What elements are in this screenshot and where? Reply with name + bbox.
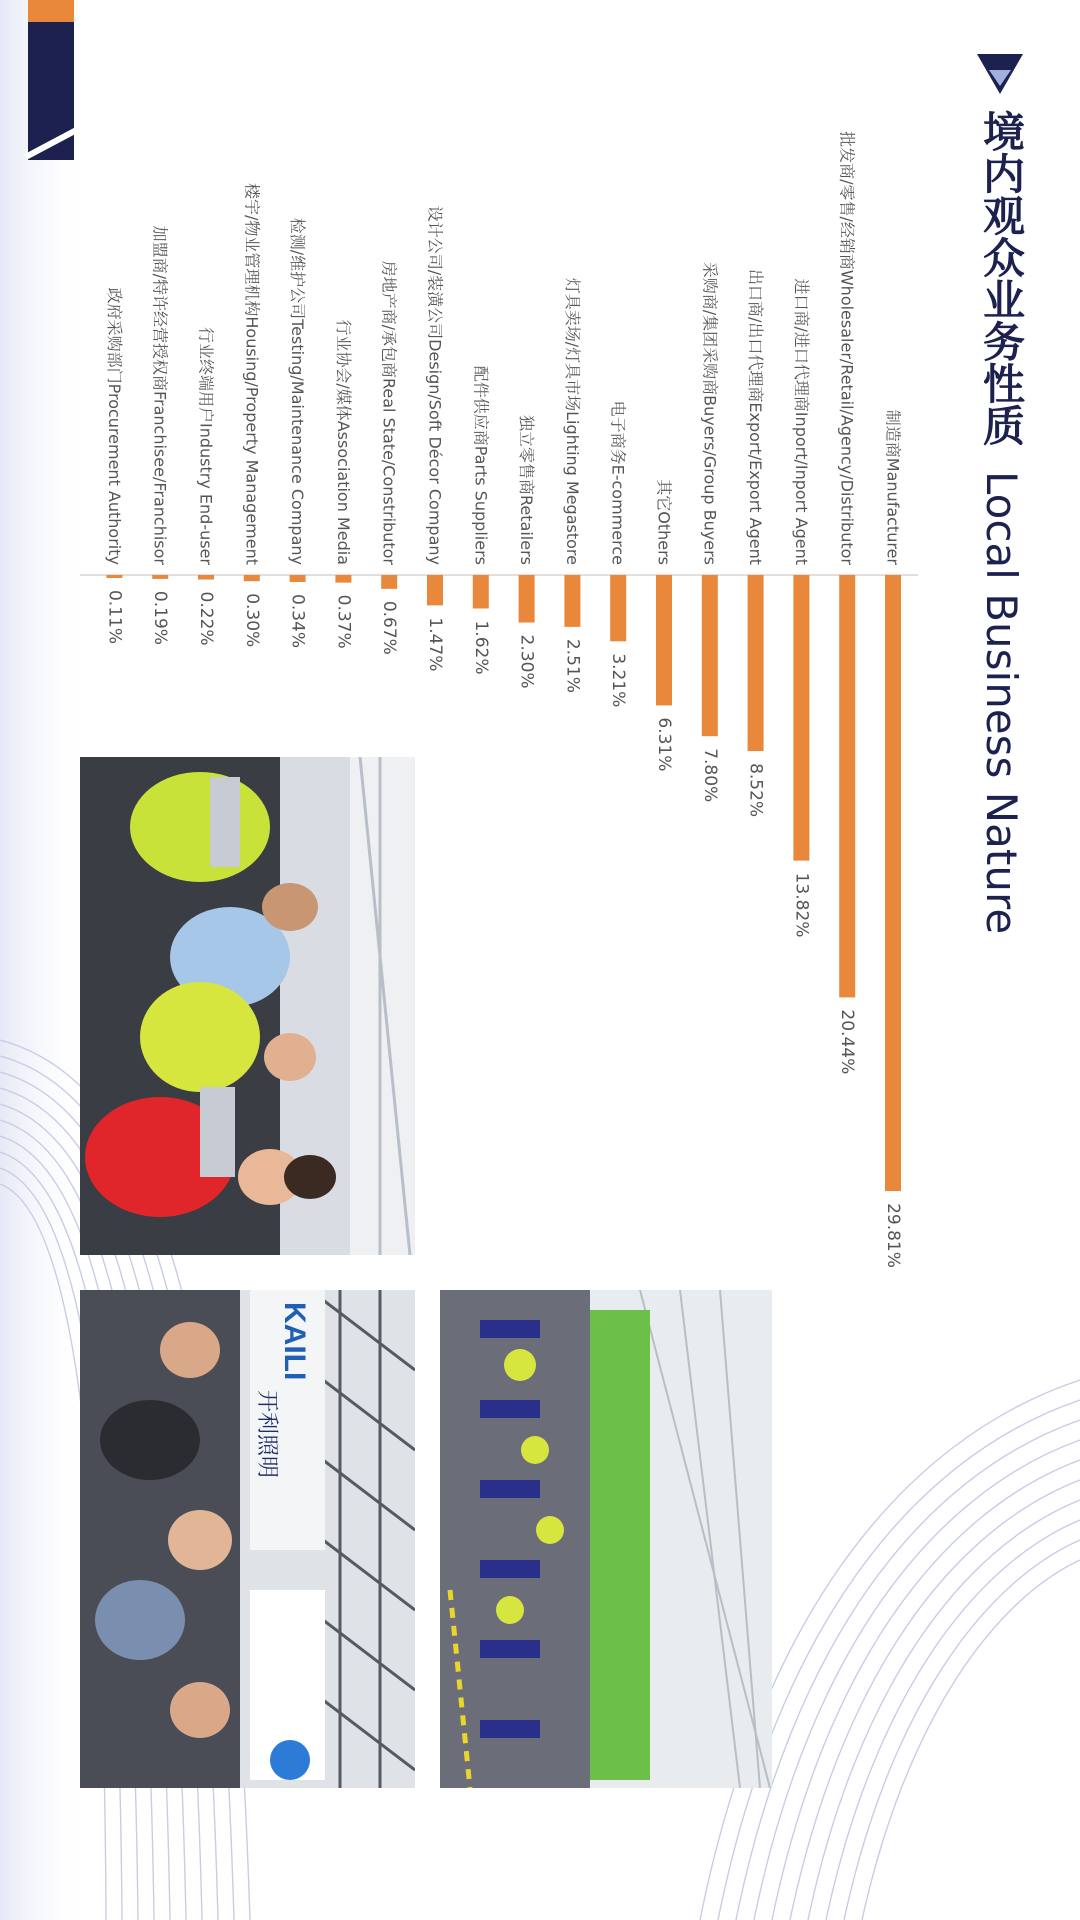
- accent-slash: [24, 126, 80, 159]
- value-label: 6.31%: [654, 717, 674, 772]
- value-label: 0.34%: [287, 594, 308, 649]
- category-label: 灯具卖场/灯具市场Lighting Megastore: [562, 277, 582, 565]
- bar: [885, 575, 901, 1191]
- category-label: 楼宇/物业管理机构Housing/Property Management: [242, 182, 262, 565]
- category-label: 政府采购部门Procurement Authority: [104, 287, 124, 565]
- bar: [702, 575, 718, 736]
- photo-exhibition-booth: [80, 1290, 415, 1788]
- value-label: 13.82%: [791, 872, 812, 938]
- bar: [793, 575, 809, 861]
- booth-sign-brand: KAILI: [278, 1302, 311, 1381]
- bar: [564, 575, 580, 627]
- bar: [427, 575, 443, 605]
- booth-sign-text: 开利照明: [254, 1390, 279, 1479]
- value-label: 1.47%: [425, 617, 445, 672]
- page-title: [977, 110, 1026, 935]
- category-label: 批发商/零售/经销商Wholesaler/Retail/Agency/Distributor: [837, 131, 857, 566]
- value-label: 1.62%: [470, 620, 491, 675]
- category-label: 进口商/进口代理商Inport/Inport Agent: [791, 278, 811, 565]
- category-label: 检测/维护公司Testing/Maintenance Company: [288, 217, 308, 565]
- category-label: 出口商/出口代理商Export/Export Agent: [746, 269, 766, 565]
- bar: [152, 575, 168, 579]
- value-label: 2.51%: [562, 638, 583, 693]
- photo-entrance-gates: [440, 1290, 772, 1788]
- category-label: 加盟商/特许经营授权商Franchisee/Franchisor: [150, 225, 170, 565]
- value-label: 3.21%: [608, 653, 629, 708]
- category-label: 采购商/集团采购商Buyers/Group Buyers: [700, 261, 720, 565]
- bar: [335, 575, 351, 583]
- bar: [290, 575, 306, 582]
- value-label: 7.80%: [699, 748, 720, 803]
- value-label: 20.44%: [837, 1009, 858, 1075]
- category-label: 设计公司/装潢公司Design/Soft Décor Company: [425, 205, 445, 565]
- value-label: 0.37%: [333, 594, 354, 649]
- title-zh: 境内观众业务性质: [977, 110, 1026, 446]
- bar: [106, 575, 122, 578]
- category-label: 行业协会/媒体Association Media: [333, 319, 353, 565]
- category-label: 房地产商/承包商Real State/Constributor: [379, 260, 399, 565]
- value-label: 8.52%: [745, 763, 766, 818]
- category-label: 电子商务E-commerce: [608, 400, 628, 565]
- bar: [519, 575, 535, 623]
- category-label: 制造商Manufacturer: [883, 409, 903, 565]
- value-label: 0.67%: [379, 600, 400, 655]
- category-label: 独立零售商Retailers: [517, 415, 537, 565]
- category-label: 配件供应商Parts Suppliers: [471, 365, 491, 565]
- title-arrow-icon: [975, 52, 1025, 96]
- bar: [198, 575, 214, 580]
- bar: [610, 575, 626, 641]
- value-label: 0.30%: [241, 593, 262, 648]
- category-label: 行业终端用户Industry End-user: [196, 327, 216, 565]
- title-en: Local Business Nature: [977, 471, 1026, 935]
- bar: [381, 575, 397, 589]
- bar: [244, 575, 260, 581]
- bar: [839, 575, 855, 997]
- bar: [473, 575, 489, 608]
- value-label: 0.19%: [150, 590, 171, 645]
- value-label: 2.30%: [516, 634, 537, 689]
- category-label: 其它Others: [654, 479, 674, 565]
- bar: [656, 575, 672, 705]
- accent-orange-block: [28, 0, 74, 22]
- value-label: 29.81%: [883, 1203, 903, 1268]
- photo-visitors-entrance: [80, 757, 415, 1255]
- bar: [748, 575, 764, 751]
- value-label: 0.11%: [104, 590, 125, 645]
- corner-accent-bar: [28, 0, 74, 160]
- value-label: 0.22%: [196, 591, 216, 646]
